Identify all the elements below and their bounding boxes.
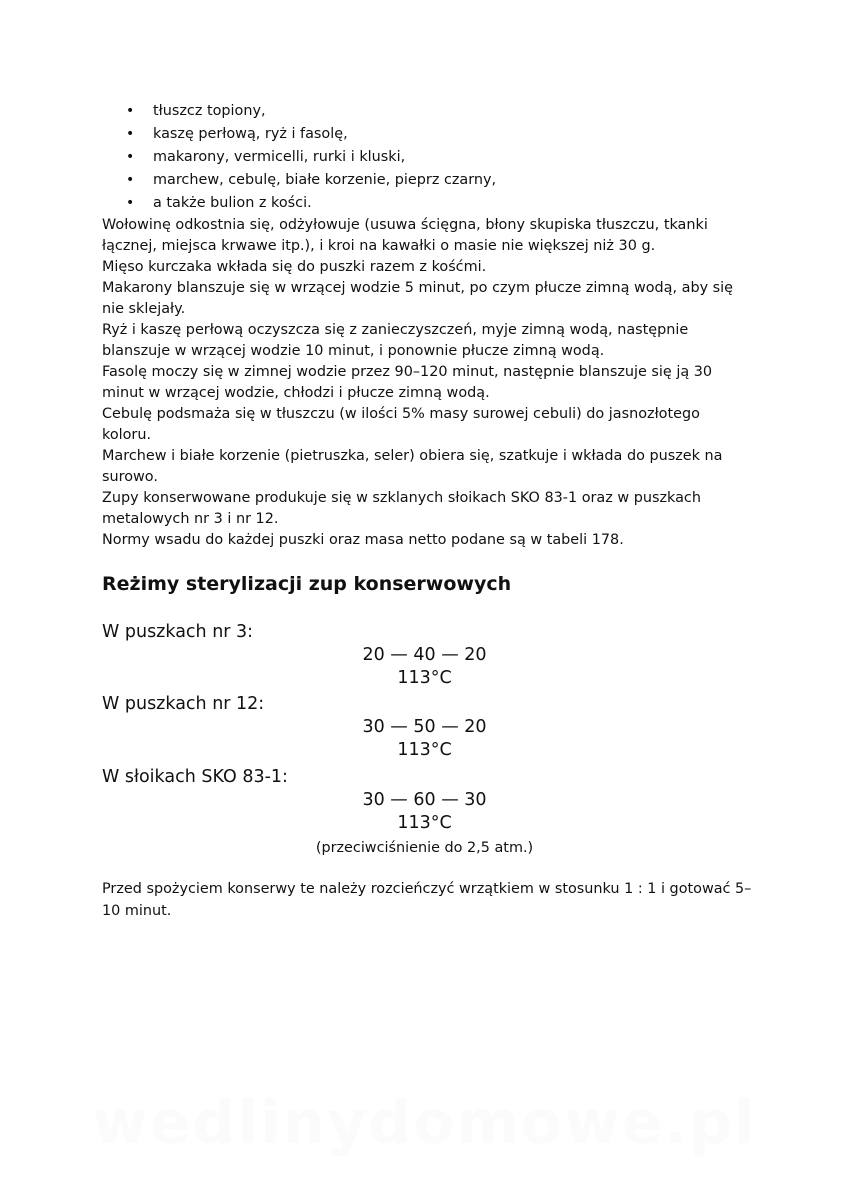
list-item <box>102 169 752 192</box>
list-item-text: marchew, cebulę, białe korzenie, pieprz czarny, <box>153 172 497 188</box>
list-item-text: a także bulion z kości. <box>153 195 312 211</box>
list-item-text: kaszę perłową, ryż i fasolę, <box>153 126 348 142</box>
document-body <box>102 100 752 551</box>
regime-label: W słoikach SKO 83-1: <box>102 767 288 787</box>
list-item <box>102 192 752 215</box>
regime-label: W puszkach nr 3: <box>102 622 254 642</box>
bullet-icon: • <box>126 149 135 165</box>
paragraph-deboning: Wołowinę odkostnia się, odżyłowuje (usuwa ścięgna, błony skupiska tłuszczu, tkanki łącznej, miejsca krwawe itp.), i kroi na kawałki o masie nie większej niż 30 g. <box>102 217 708 254</box>
paragraph-onion: Cebulę podsmaża się w tłuszczu (w ilości 5% masy surowej cebuli) do jasnozłotego koloru. <box>102 406 700 443</box>
regime-note: (przeciwciśnienie do 2,5 atm.) <box>315 840 534 856</box>
closing-paragraph: Przed spożyciem konserwy te należy rozcieńczyć wrzątkiem w stosunku 1 : 1 i gotować 5–10 minut. <box>102 881 752 919</box>
list-item <box>102 123 752 146</box>
list-item-text: tłuszcz topiony, <box>153 103 266 119</box>
paragraph-carrot: Marchew i białe korzenie (pietruszka, seler) obiera się, szatkuje i wkłada do puszek na surowo. <box>102 448 723 485</box>
paragraph-pasta: Makarony blanszuje się w wrzącej wodzie 5 minut, po czym płucze zimną wodą, aby się nie sklejały. <box>102 280 734 317</box>
regime-temperature: 113°C <box>397 740 452 760</box>
regime-temperature: 113°C <box>397 668 452 688</box>
list-item-text: makarony, vermicelli, rurki i kluski, <box>153 149 406 165</box>
regime-formula: 30 — 50 — 20 <box>362 717 487 737</box>
paragraph-beans: Fasolę moczy się w zimnej wodzie przez 90–120 minut, następnie blanszuje się ją 30 minut w wrzącej wodzie, chłodzi i płucze zimną wodą. <box>102 364 713 401</box>
section-title: Reżimy sterylizacji zup konserwowych <box>102 573 512 595</box>
regime-formula: 30 — 60 — 30 <box>362 790 487 810</box>
paragraph-containers: Zupy konserwowane produkuje się w szklanych słoikach SKO 83-1 oraz w puszkach metalowych nr 3 i nr 12. <box>102 490 701 527</box>
paragraph-chicken: Mięso kurczaka wkłada się do puszki razem z kośćmi. <box>102 259 487 275</box>
watermark-text: wedlinydomowe.pl <box>92 1088 757 1158</box>
preparation-paragraphs <box>102 215 752 551</box>
regime-formula: 20 — 40 — 20 <box>362 645 487 665</box>
ingredient-list <box>102 100 752 215</box>
list-item <box>102 146 752 169</box>
bullet-icon: • <box>126 172 135 188</box>
bullet-icon: • <box>126 103 135 119</box>
bullet-icon: • <box>126 195 135 211</box>
paragraph-rice: Ryż i kaszę perłową oczyszcza się z zanieczyszczeń, myje zimną wodą, następnie blanszuje w wrzącej wodzie 10 minut, i ponownie płucze zimną wodą. <box>102 322 689 359</box>
paragraph-norms: Normy wsadu do każdej puszki oraz masa netto podane są w tabeli 178. <box>102 532 624 548</box>
list-item <box>102 100 752 123</box>
bullet-icon: • <box>126 126 135 142</box>
regime-temperature: 113°C <box>397 813 452 833</box>
regime-label: W puszkach nr 12: <box>102 694 265 714</box>
